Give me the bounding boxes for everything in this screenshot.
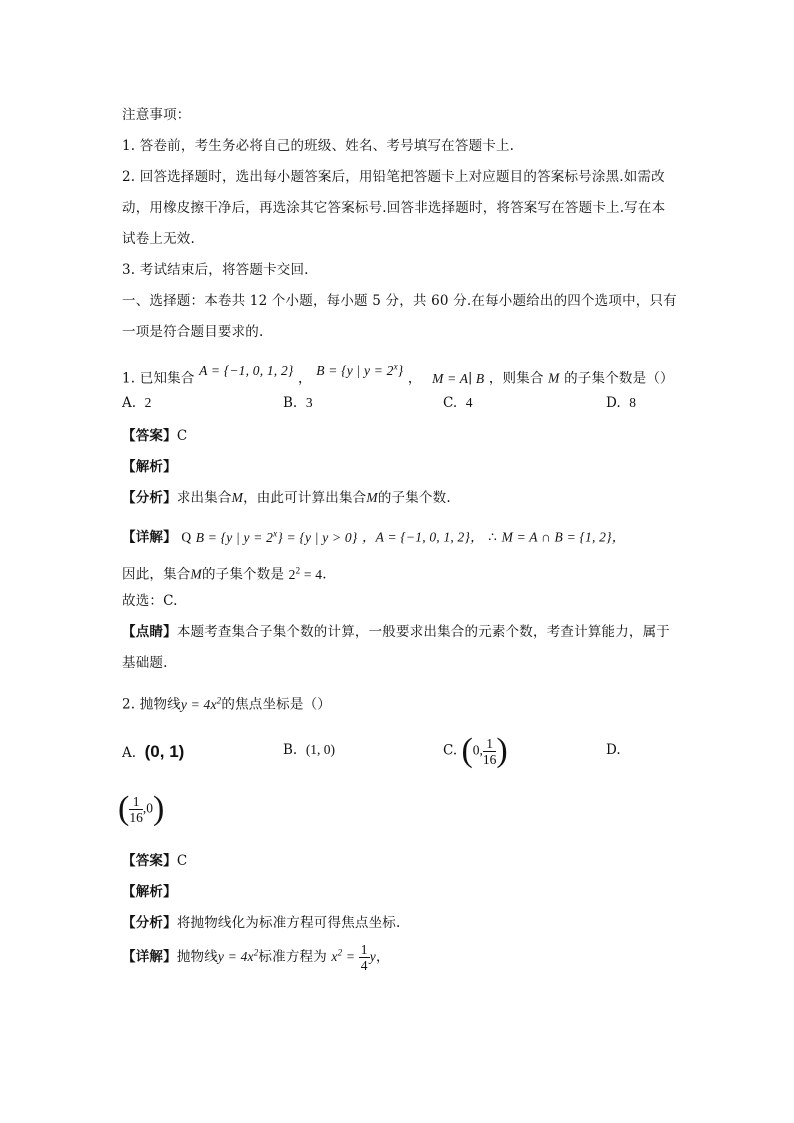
q2-answer: 【答案】C bbox=[122, 853, 188, 869]
q1-option-a: A. 2 bbox=[122, 395, 152, 411]
q1-option-b: B. 3 bbox=[283, 395, 313, 411]
q1-choose: 故选：C. bbox=[122, 593, 178, 609]
q1-prefix: 1. 已知集合 bbox=[122, 370, 195, 387]
q2-analysis-tag: 【解析】 bbox=[122, 884, 177, 900]
q1-detail-line-2: 因此，集合M的子集个数是 $2^2 = 4$. bbox=[122, 565, 327, 583]
note-2-line-2: 动，用橡皮擦干净后，再选涂其它答案标号.回答非选择题时，将答案写在答题卡上.写在本 bbox=[122, 200, 666, 216]
q1-sep2: ， bbox=[407, 370, 422, 387]
q1-analysis-tag: 【解析】 bbox=[122, 459, 177, 475]
notes-title: 注意事项： bbox=[122, 107, 191, 123]
q1-detail-line-1: 【详解】 Q B = {y | $y = 2^x\} = \{y$ | y > 0} ，A = {−1, 0, 1, 2}， ∴ M = A ∩ B = {1, 2}， bbox=[122, 528, 626, 546]
q2-option-d: D. bbox=[606, 742, 621, 758]
q1-suffix: ，则集合 bbox=[488, 370, 544, 387]
q1-option-c: C. 4 bbox=[443, 395, 473, 411]
note-2-line-3: 试卷上无效. bbox=[122, 231, 195, 247]
section-heading-line-2: 一项是符合题目要求的. bbox=[122, 324, 264, 340]
q1-set-b-left: B = {y | y = 2 bbox=[316, 362, 394, 378]
section-heading-line-1: 一、选择题：本卷共 12 个小题，每小题 5 分，共 60 分.在每小题给出的四个选项中，只有 bbox=[122, 293, 677, 309]
q1-set-b-exp: x bbox=[393, 361, 398, 371]
q1-option-d: D. 8 bbox=[606, 395, 636, 411]
q1-comment-line-1: 【点睛】本题考查集合子集个数的计算，一般要求出集合的元素个数，考查计算能力，属于 bbox=[122, 624, 671, 640]
question-1-stem bbox=[122, 361, 674, 389]
q1-fenxi: 【分析】求出集合M，由此可计算出集合M的子集个数. bbox=[122, 490, 451, 506]
q1-set-m: M = A∣ B bbox=[432, 370, 485, 386]
q2-option-b: B. (1, 0) bbox=[283, 742, 336, 758]
question-2-stem: 2. 抛物线$y = 4x^2$的焦点坐标是（） bbox=[122, 695, 331, 713]
q1-set-b-right: } bbox=[397, 362, 404, 378]
note-1: 1. 答卷前，考生务必将自己的班级、姓名、考号填写在答题卡上. bbox=[122, 138, 515, 154]
q1-answer: 【答案】C bbox=[122, 428, 188, 444]
q1-m: M bbox=[548, 370, 560, 386]
q2-option-d-value: ( $\frac{1}{16}$ ,0) bbox=[118, 790, 165, 827]
q1-set-a: A = {−1, 0, 1, 2} bbox=[199, 362, 294, 378]
q1-set-b bbox=[316, 363, 403, 378]
q2-detail: 【详解】抛物线$y = 4x^2$标准方程为 $x^2$ = $\frac{1}{4}$ y， bbox=[122, 942, 390, 973]
q2-fenxi: 【分析】将抛物线化为标准方程可得焦点坐标. bbox=[122, 915, 401, 931]
q1-sep1: ， bbox=[298, 370, 312, 387]
q1-comment-line-2: 基础题. bbox=[122, 655, 168, 671]
q2-option-a: A. (0, 1) bbox=[122, 742, 185, 761]
q2-option-c: C. (0, $\frac{1}{16}$ ) bbox=[443, 732, 508, 769]
note-3: 3. 考试结束后，将答题卡交回. bbox=[122, 262, 309, 278]
note-2-line-1: 2. 回答选择题时，选出每小题答案后，用铅笔把答题卡上对应题目的答案标号涂黑.如需改 bbox=[122, 169, 665, 185]
q1-suffix2: 的子集个数是（） bbox=[564, 370, 674, 387]
